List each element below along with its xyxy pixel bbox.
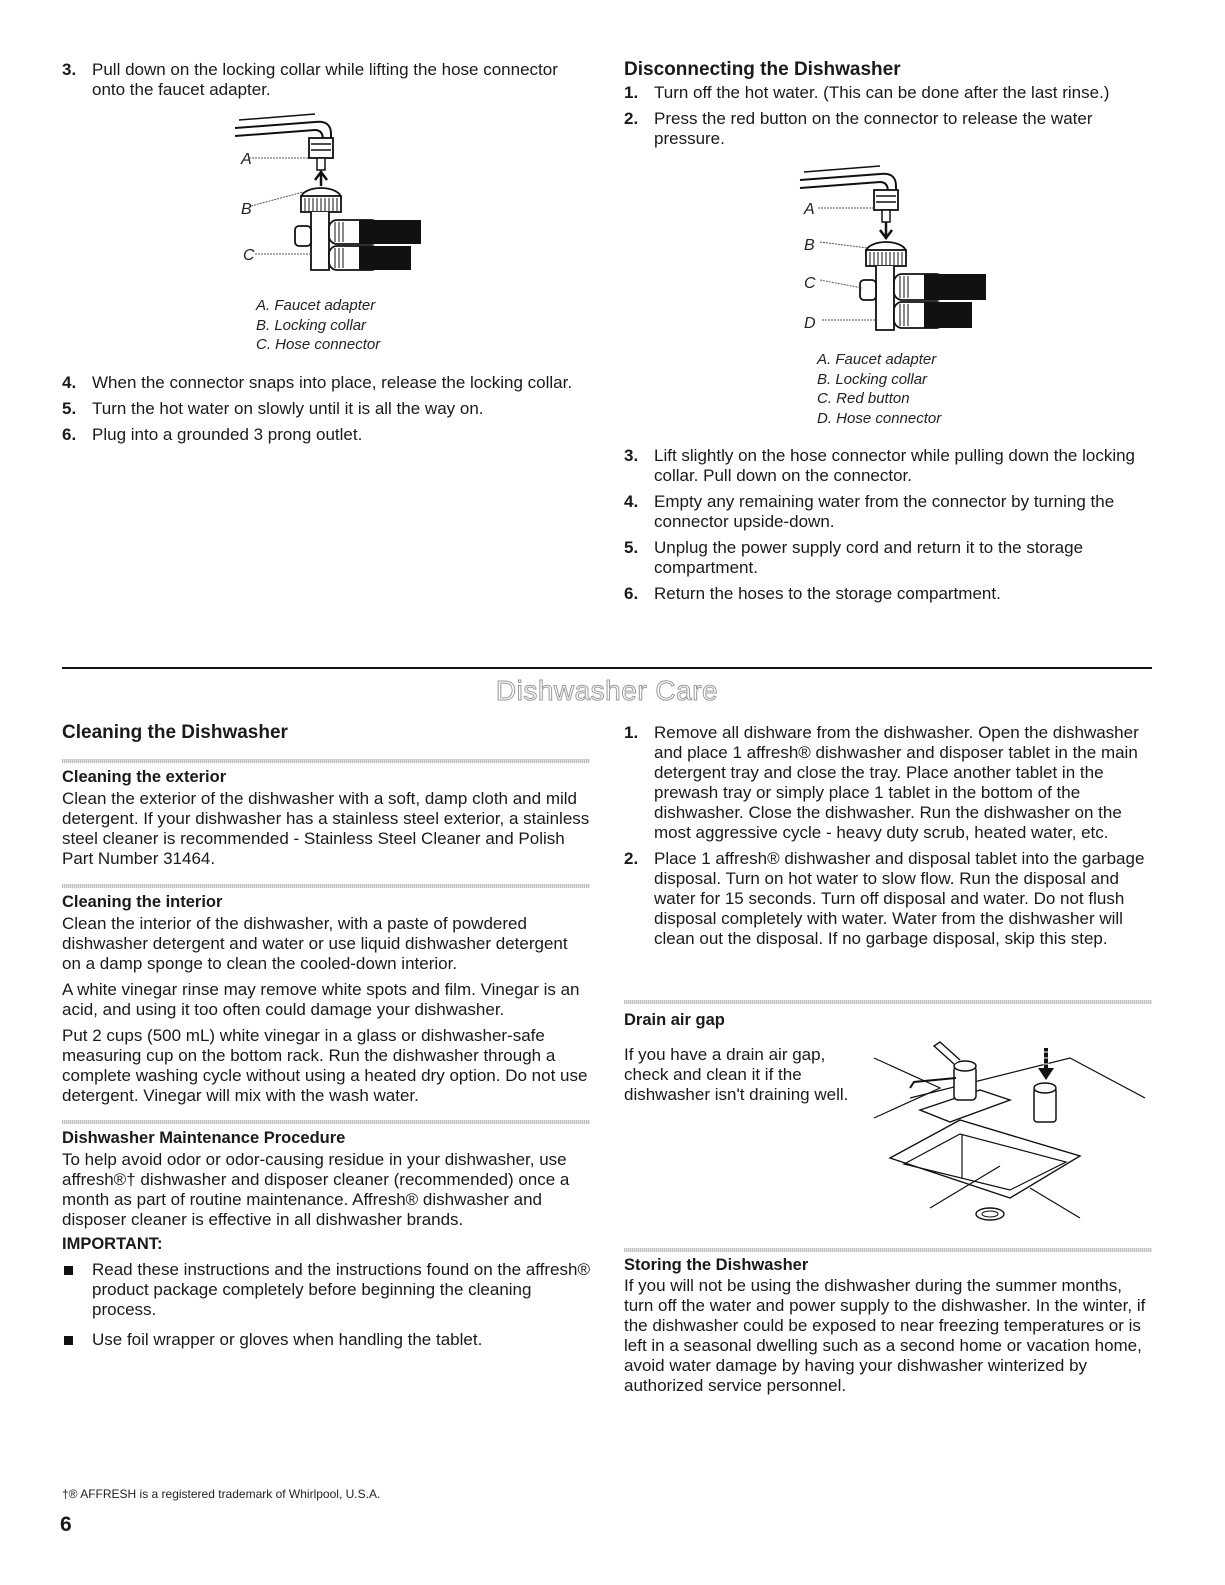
- divider: [62, 1120, 590, 1124]
- figure-letter: D: [804, 315, 816, 332]
- drain-subheading: Drain air gap: [624, 1011, 725, 1029]
- step-number: 4.: [62, 373, 77, 392]
- footnote: †® AFFRESH is a registered trademark of Whirlpool, U.S.A.: [62, 1487, 381, 1501]
- interior-text: Put 2 cups (500 mL) white vinegar in a glass or dishwasher-safe measuring cup on the bottom rack. Run the dishwasher through a complete washing cycle without using a heated dry option. Do not use detergent. Vinegar will mix with the wash water.: [62, 1026, 588, 1105]
- figure-caption: B. Locking collar: [256, 316, 367, 334]
- figure-caption: C. Red button: [817, 390, 910, 407]
- step-text: When the connector snaps into place, release the locking collar.: [92, 373, 573, 392]
- section-title: Dishwasher Care: [495, 675, 719, 706]
- list-item: [624, 849, 1152, 949]
- drain-air-gap-illustration: [870, 1038, 1150, 1228]
- list-item: [624, 584, 1154, 604]
- step-text: Turn the hot water on slowly until it is all the way on.: [92, 399, 484, 418]
- figure-caption: C. Hose connector: [256, 336, 381, 353]
- cleaning-heading: Cleaning the Dishwasher: [62, 722, 288, 743]
- list-item: [62, 1330, 590, 1350]
- step-number: 6.: [624, 584, 639, 603]
- step-text: Press the red button on the connector to release the water pressure.: [654, 109, 1093, 148]
- interior-subheading: Cleaning the interior: [62, 893, 223, 911]
- step-text: Unplug the power supply cord and return it to the storage compartment.: [654, 538, 1084, 577]
- list-item: [62, 425, 592, 445]
- figure-letter: B: [804, 237, 815, 254]
- step-text: Plug into a grounded 3 prong outlet.: [92, 425, 363, 444]
- step-number: 2.: [624, 849, 639, 868]
- divider: [624, 1248, 1152, 1252]
- divider: [62, 884, 590, 888]
- drain-text: If you have a drain air gap, check and clean it if the dishwasher isn't draining well.: [624, 1045, 849, 1104]
- important-label: IMPORTANT:: [62, 1235, 163, 1253]
- step-text: Return the hoses to the storage compartment.: [654, 584, 1001, 603]
- step-number: 1.: [624, 83, 639, 102]
- step-text: Lift slightly on the hose connector while pulling down the locking collar. Pull down on the connector.: [654, 446, 1136, 485]
- list-item: [62, 399, 592, 419]
- disconnect-steps-3-6: [624, 446, 1154, 610]
- maintenance-subheading: Dishwasher Maintenance Procedure: [62, 1129, 346, 1147]
- step-number: 1.: [624, 723, 639, 742]
- storing-text: If you will not be using the dishwasher during the summer months, turn off the water and power supply to the dishwasher. In the winter, if the dishwasher could be exposed to near freezing temperatures or is left in a seasonal dwelling such as a second home or vacation home, avoid water damage by having your dishwasher winterized by authorized service personnel.: [624, 1276, 1146, 1395]
- step-text: Turn off the hot water. (This can be done after the last rinse.): [654, 83, 1110, 102]
- figure-caption: B. Locking collar: [817, 370, 928, 388]
- interior-text: Clean the interior of the dishwasher, with a paste of powdered dishwasher detergent and water or use liquid dishwasher detergent on a damp sponge to clean the cooled-down interior.: [62, 914, 568, 973]
- figure-letter: B: [241, 201, 252, 218]
- step-number: 4.: [624, 492, 639, 511]
- bullet-text: Read these instructions and the instructions found on the affresh® product package completely before beginning the cleaning process.: [92, 1260, 590, 1319]
- bullet-text: Use foil wrapper or gloves when handling the tablet.: [92, 1330, 483, 1349]
- storing-subheading: Storing the Dishwasher: [624, 1256, 809, 1274]
- faucet-connector-figure-2: [790, 162, 1000, 342]
- figure-1-captions: [256, 296, 380, 355]
- disconnect-heading: Disconnecting the Dishwasher: [624, 59, 901, 80]
- interior-text: A white vinegar rinse may remove white spots and film. Vinegar is an acid, and using it too often could damage your dishwasher.: [62, 980, 580, 1019]
- faucet-connector-figure-1: [225, 110, 435, 285]
- list-item: [624, 492, 1154, 532]
- step-number: 2.: [624, 109, 639, 128]
- step-text: Remove all dishware from the dishwasher. Open the dishwasher and place 1 affresh® dishwasher and disposer tablet in the main detergent tray and close the tray. Place another tablet in the prewash tray or simply place 1 tablet in the bottom of the dishwasher. Close the dishwasher. Run the dishwasher on the most aggressive cycle - heavy duty scrub, heated water, etc.: [654, 723, 1139, 842]
- list-item: [624, 83, 1154, 103]
- figure-letter: C: [804, 275, 816, 292]
- connect-steps-4-6: [62, 373, 592, 451]
- step-text: Empty any remaining water from the connector by turning the connector upside-down.: [654, 492, 1115, 531]
- list-item: [62, 373, 592, 393]
- exterior-subheading: Cleaning the exterior: [62, 768, 227, 786]
- list-item: [624, 109, 1154, 149]
- step-number: 3.: [62, 60, 77, 79]
- divider: [624, 1000, 1152, 1004]
- list-item: [624, 723, 1152, 843]
- step-text: Place 1 affresh® dishwasher and disposal tablet into the garbage disposal. Turn on hot water to slow flow. Run the disposal and water for 15 seconds. Turn off disposal and water. Do not flush disposal completely with water. Water from the dishwasher will clean out the disposal. If no garbage disposal, skip this step.: [654, 849, 1145, 948]
- figure-letter: A: [241, 151, 252, 168]
- figure-letter: C: [243, 247, 255, 264]
- figure-caption: A. Faucet adapter: [817, 351, 937, 368]
- step-number: 5.: [62, 399, 77, 418]
- list-item: [624, 446, 1154, 486]
- cleaning-column: [62, 722, 590, 1360]
- step-text: Pull down on the locking collar while lifting the hose connector onto the faucet adapter.: [92, 60, 558, 99]
- figure-caption: A. Faucet adapter: [256, 297, 376, 314]
- exterior-text: Clean the exterior of the dishwasher with a soft, damp cloth and mild detergent. If your dishwasher has a stainless steel exterior, a stainless steel cleaner is recommended - Stainless Steel Cleaner and Polish Part Number 31464.: [62, 789, 590, 868]
- step-number: 6.: [62, 425, 77, 444]
- figure-2-captions: [817, 350, 941, 428]
- bullet-icon: [64, 1336, 73, 1345]
- step-number: 3.: [624, 446, 639, 465]
- figure-letter: A: [804, 201, 815, 218]
- page-number: 6: [60, 1513, 72, 1536]
- list-item: [624, 538, 1154, 578]
- divider: [62, 759, 590, 763]
- list-item: [62, 1260, 590, 1320]
- step-number: 5.: [624, 538, 639, 557]
- maintenance-steps: [624, 723, 1152, 955]
- connect-step-3: [62, 60, 592, 106]
- figure-caption: D. Hose connector: [817, 409, 942, 427]
- disconnect-steps-1-2: [624, 83, 1154, 155]
- section-divider: [62, 667, 1152, 669]
- bullet-icon: [64, 1266, 73, 1275]
- maintenance-text: To help avoid odor or odor-causing residue in your dishwasher, use affresh®† dishwasher and disposer cleaner (recommended) once a month as part of routine maintenance. Affresh® dishwasher and disposer cleaner is effective in all dishwasher brands.: [62, 1150, 570, 1229]
